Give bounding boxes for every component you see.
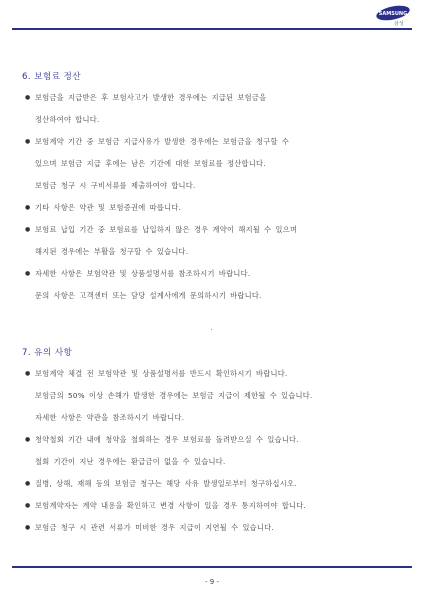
bullet-item: ● 자세한 사항은 보험약관 및 상품설명서를 참조하시기 바랍니다. 문의 사항은 고객센터 또는 담당 설계사에게 문의하시기 바랍니다. — [35, 263, 385, 307]
bullet-item: ● 질병, 상해, 재해 등의 보험금 청구는 해당 사유 발생일로부터 청구하십시오. — [35, 473, 385, 495]
bullet-icon: ● — [25, 502, 31, 509]
bullet-icon: ● — [25, 480, 31, 487]
bullet-icon: ● — [25, 436, 31, 443]
bullet-icon: ● — [25, 370, 31, 377]
section-title-7: 7. 유의 사항 — [22, 348, 73, 358]
bullet-icon: ● — [25, 94, 31, 101]
logo-text: SAMSUNG — [378, 11, 408, 17]
page-number: - 9 - — [205, 578, 219, 586]
bullet-item: ● 기타 사항은 약관 및 보험증권에 따릅니다. — [35, 197, 385, 219]
bullet-item: ● 보험계약 체결 전 보험약관 및 상품설명서를 반드시 확인하시기 바랍니다. 보험금의 50% 이상 손해가 발생한 경우에는 보험금 지급이 제한될 수 있습니다. 자세한 사항은 약관을 참조하시기 바랍니다. — [35, 363, 385, 429]
bullet-icon: ● — [25, 226, 31, 233]
bullet-item: ● 청약철회 기간 내에 청약을 철회하는 경우 보험료를 돌려받으실 수 있습니다. 철회 기간이 지난 경우에는 환급금이 없을 수 있습니다. — [35, 429, 385, 473]
bullet-item: ● 보험계약자는 계약 내용을 확인하고 변경 사항이 있을 경우 통지하여야 합니다. — [35, 495, 385, 517]
top-rule — [12, 28, 412, 30]
bullet-item: ● 보험금을 지급받은 후 보험사고가 발생한 경우에는 지급된 보험금을 정산하여야 합니다. — [35, 87, 385, 131]
bottom-rule — [12, 566, 412, 568]
bullet-icon: ● — [25, 524, 31, 531]
bullet-icon: ● — [25, 204, 31, 211]
company-logo — [375, 5, 411, 21]
bullet-icon: ● — [25, 270, 31, 277]
logo-subtext: 삼성 — [394, 21, 404, 27]
bullet-icon: ● — [25, 138, 31, 145]
bullet-item: ● 보험금 청구 시 관련 서류가 미비한 경우 지급이 지연될 수 있습니다. — [35, 517, 385, 539]
stray-dot — [211, 329, 212, 330]
section-title-6: 6. 보험료 정산 — [22, 72, 82, 82]
bullet-item: ● 보험계약 기간 중 보험금 지급사유가 발생한 경우에는 보험금을 청구할 수 있으며 보험금 지급 후에는 남은 기간에 대한 보험료를 정산합니다. 보험금 청구 시 구비서류를 제출하여야 합니다. — [35, 131, 385, 197]
bullet-item: ● 보험료 납입 기간 중 보험료를 납입하지 않은 경우 계약이 해지될 수 있으며 해지된 경우에는 부활을 청구할 수 있습니다. — [35, 219, 385, 263]
